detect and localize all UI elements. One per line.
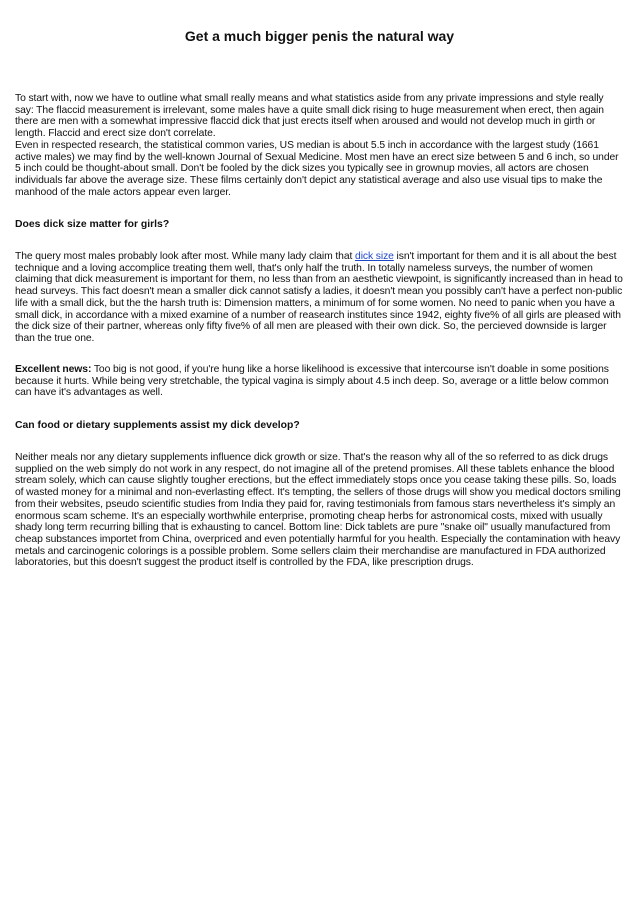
section-girls-text-before: The query most males probably look after most. While many lady claim that bbox=[15, 251, 356, 262]
section-girls-text-after: isn't important for them and it is all about the best technique and a loving accomplice treating them well, that's only half the truth. In totally nameless surveys, the number of women claiming that dick measurement is important for them, no less than from an aesthetic viewpoint, is significantly increased than in head to head surveys. This fact doesn't mean a smaller dick cannot satisfy a ladies, it doesn't mean you possibly can't have a perfect non-public life with a small dick, but the the harsh truth is: Dimension matters, a minimum of for some women. No need to panic when you have a small dick, in accordance with a mixed examine of a number of reasearch institutes since 1942, eighty five% of all girls are pleased with the dick size of their partner, whereas only fifty five% of all men are pleased with their own dick. So, the percieved downside is larger than the true one. bbox=[15, 251, 623, 344]
dick-size-link[interactable]: dick size bbox=[355, 251, 394, 262]
page-title: Get a much bigger penis the natural way bbox=[184, 28, 455, 44]
news-text: Too big is not good, if you're hung like a horse likelihood is excessive that intercourse isn't doable in some positions because it hurts. While being very stretchable, the typical vagina is simply about 4.5 inch deep. So, average or a little below common can have it's advantages as well. bbox=[15, 364, 609, 399]
intro-paragraph-1: To start with, now we have to outline what small really means and what statistics aside from any private impressions and style really say: The flaccid measurement is irrelevant, some males have a quite small dick rising to huge measurement when erect, then again there are men with a somewhat impressive flaccid dick that just erects itself when aroused and would not develop much in girth or length. Flaccid and erect size don't correlate. bbox=[15, 93, 604, 140]
intro-paragraph-2: Even in respected research, the statistical common varies, US median is about 5.5 inch in accordance with the largest study (1661 active males) we may find by the well-known Journal of Sexual Medicine. Most men have an erect size between 5 and 6 inch, so under 5 inch could be thought-about small. Don't be fooled by the dick sizes you typically see in grownup movies, all actors are chosen individuals far above the average size. These films certainly don't depict any statistical average and also use visual tips to make the manhood of the male actors appear even larger. bbox=[15, 139, 619, 198]
news-label: Excellent news: bbox=[15, 364, 92, 375]
news-paragraph bbox=[15, 364, 624, 399]
section-heading-supplements: Can food or dietary supplements assist my dick develop? bbox=[15, 420, 300, 431]
section-heading-girls: Does dick size matter for girls? bbox=[15, 219, 170, 230]
intro-block bbox=[15, 93, 624, 198]
section-supplements-paragraph bbox=[15, 452, 624, 569]
section-supplements-text: Neither meals nor any dietary supplements influence dick growth or size. That's the reason why all of the so referred to as dick drugs supplied on the web simply do not work in any respect, do not imagine all of the pretend promises. All these tablets enhance the blood stream solely, which can cause slightly tougher erections, but the effect immediately stops once you cease taking these pills. So, loads of wasted money for a minimal and non-everlasting effect. It's tempting, the sellers of those drugs will show you medical doctors smiling from their websites, pseudo scientific studies from India they paid for, raving testimonials from famous stars nevertheless it's simply an enormous scam scheme. It's an especially worthwhile enterprise, promoting cheap herbs for astronomical costs, mixed with usually shady long term recurring billing that is exhausting to cancel. Bottom line: Dick tablets are pure "snake oil" usually manufactured from cheap substances importet from China, overpriced and even potentially harmful for you health. Especially the contamination with heavy metals and carcinogenic colorings is a possible problem. Some sellers claim their merchandise are manufactured in FDA authorized laboratories, but this doesn't suggest the product itself is controlled by the FDA, like prescription drugs. bbox=[15, 452, 621, 569]
section-girls-paragraph bbox=[15, 251, 624, 345]
